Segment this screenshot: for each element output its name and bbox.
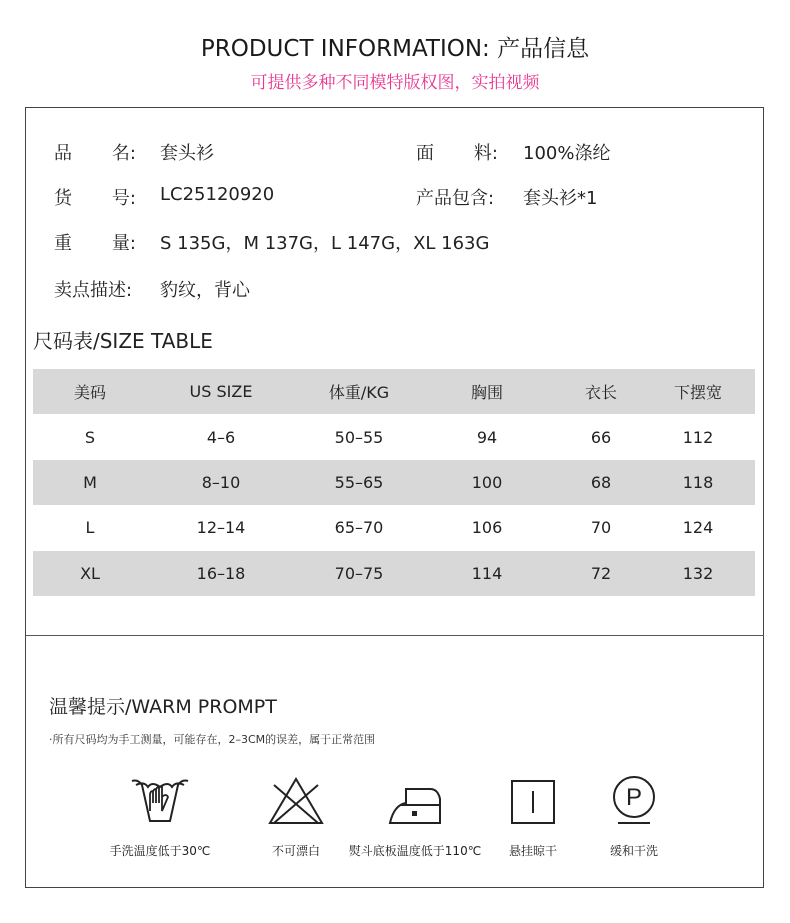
table-row [33, 551, 755, 596]
table-row [33, 414, 755, 459]
table-cell: 132 [682, 563, 714, 583]
includes-value: 套头衫*1 [523, 188, 598, 209]
table-cell: 70 [590, 518, 612, 538]
column-header: 胸围 [470, 383, 503, 403]
includes-label: 产品包含: [416, 188, 495, 209]
page-subtitle: 可提供多种不同模特版权图，实拍视频 [250, 73, 540, 93]
table-cell: 16–18 [196, 563, 246, 583]
size-table-heading: 尺码表/SIZE TABLE [33, 329, 213, 353]
weight-value: S 135G，M 137G，L 147G，XL 163G [160, 233, 490, 254]
dry-clean-letter: P [625, 784, 643, 811]
weight-label: 重 量: [54, 233, 136, 254]
table-cell: 100 [471, 472, 503, 492]
care-label: 不可漂白 [271, 844, 320, 858]
table-cell: 65–70 [334, 518, 384, 538]
size-table [33, 369, 755, 596]
no-bleach-icon [266, 775, 326, 827]
page-title: PRODUCT INFORMATION: 产品信息 [200, 36, 590, 62]
sku-label: 货 号: [54, 188, 136, 209]
table-cell: 118 [682, 472, 714, 492]
fabric-value: 100%涤纶 [523, 143, 611, 164]
table-cell: 55–65 [334, 472, 384, 492]
table-cell: 124 [682, 518, 714, 538]
care-label: 熨斗底板温度低于110℃ [348, 844, 482, 858]
table-cell: 12–14 [196, 518, 246, 538]
table-cell: 8–10 [201, 472, 241, 492]
table-row [33, 505, 755, 550]
name-label: 品 名: [54, 143, 136, 164]
sku-value: LC25120920 [160, 184, 275, 205]
column-header: 体重/KG [328, 383, 390, 403]
table-cell: 72 [590, 563, 612, 583]
table-cell: 66 [590, 427, 612, 447]
table-cell: 94 [476, 427, 498, 447]
column-header: 衣长 [584, 383, 617, 403]
column-header: 下摆宽 [673, 383, 722, 403]
table-row [33, 460, 755, 505]
hang-dry-icon [509, 775, 557, 827]
warm-prompt-heading: 温馨提示/WARM PROMPT [49, 696, 277, 718]
name-value: 套头衫 [160, 143, 214, 164]
column-header: 美码 [73, 383, 106, 403]
iron-icon [386, 775, 444, 827]
table-cell: 4–6 [206, 427, 236, 447]
care-label: 悬挂晾干 [508, 844, 557, 858]
table-cell: 70–75 [334, 563, 384, 583]
table-cell: XL [80, 563, 100, 583]
table-header-row [33, 369, 755, 414]
selling-label: 卖点描述: [54, 280, 133, 301]
table-cell: 106 [471, 518, 503, 538]
fabric-label: 面 料: [416, 143, 498, 164]
care-label: 缓和干洗 [609, 844, 658, 858]
warm-prompt-note: ·所有尺码均为手工测量，可能存在，2–3CM的误差，属于正常范围 [49, 733, 376, 746]
table-cell: 112 [682, 427, 714, 447]
table-cell: 50–55 [334, 427, 384, 447]
selling-value: 豹纹，背心 [160, 280, 250, 301]
table-cell: S [84, 427, 96, 447]
column-header: US SIZE [189, 382, 253, 402]
hand-wash-icon [128, 775, 192, 827]
table-cell: 68 [590, 472, 612, 492]
section-divider [25, 635, 764, 636]
table-cell: L [85, 518, 95, 538]
dry-clean-icon [609, 775, 659, 827]
table-cell: M [83, 472, 97, 492]
table-cell: 114 [471, 563, 503, 583]
care-label: 手洗温度低于30℃ [109, 844, 211, 858]
